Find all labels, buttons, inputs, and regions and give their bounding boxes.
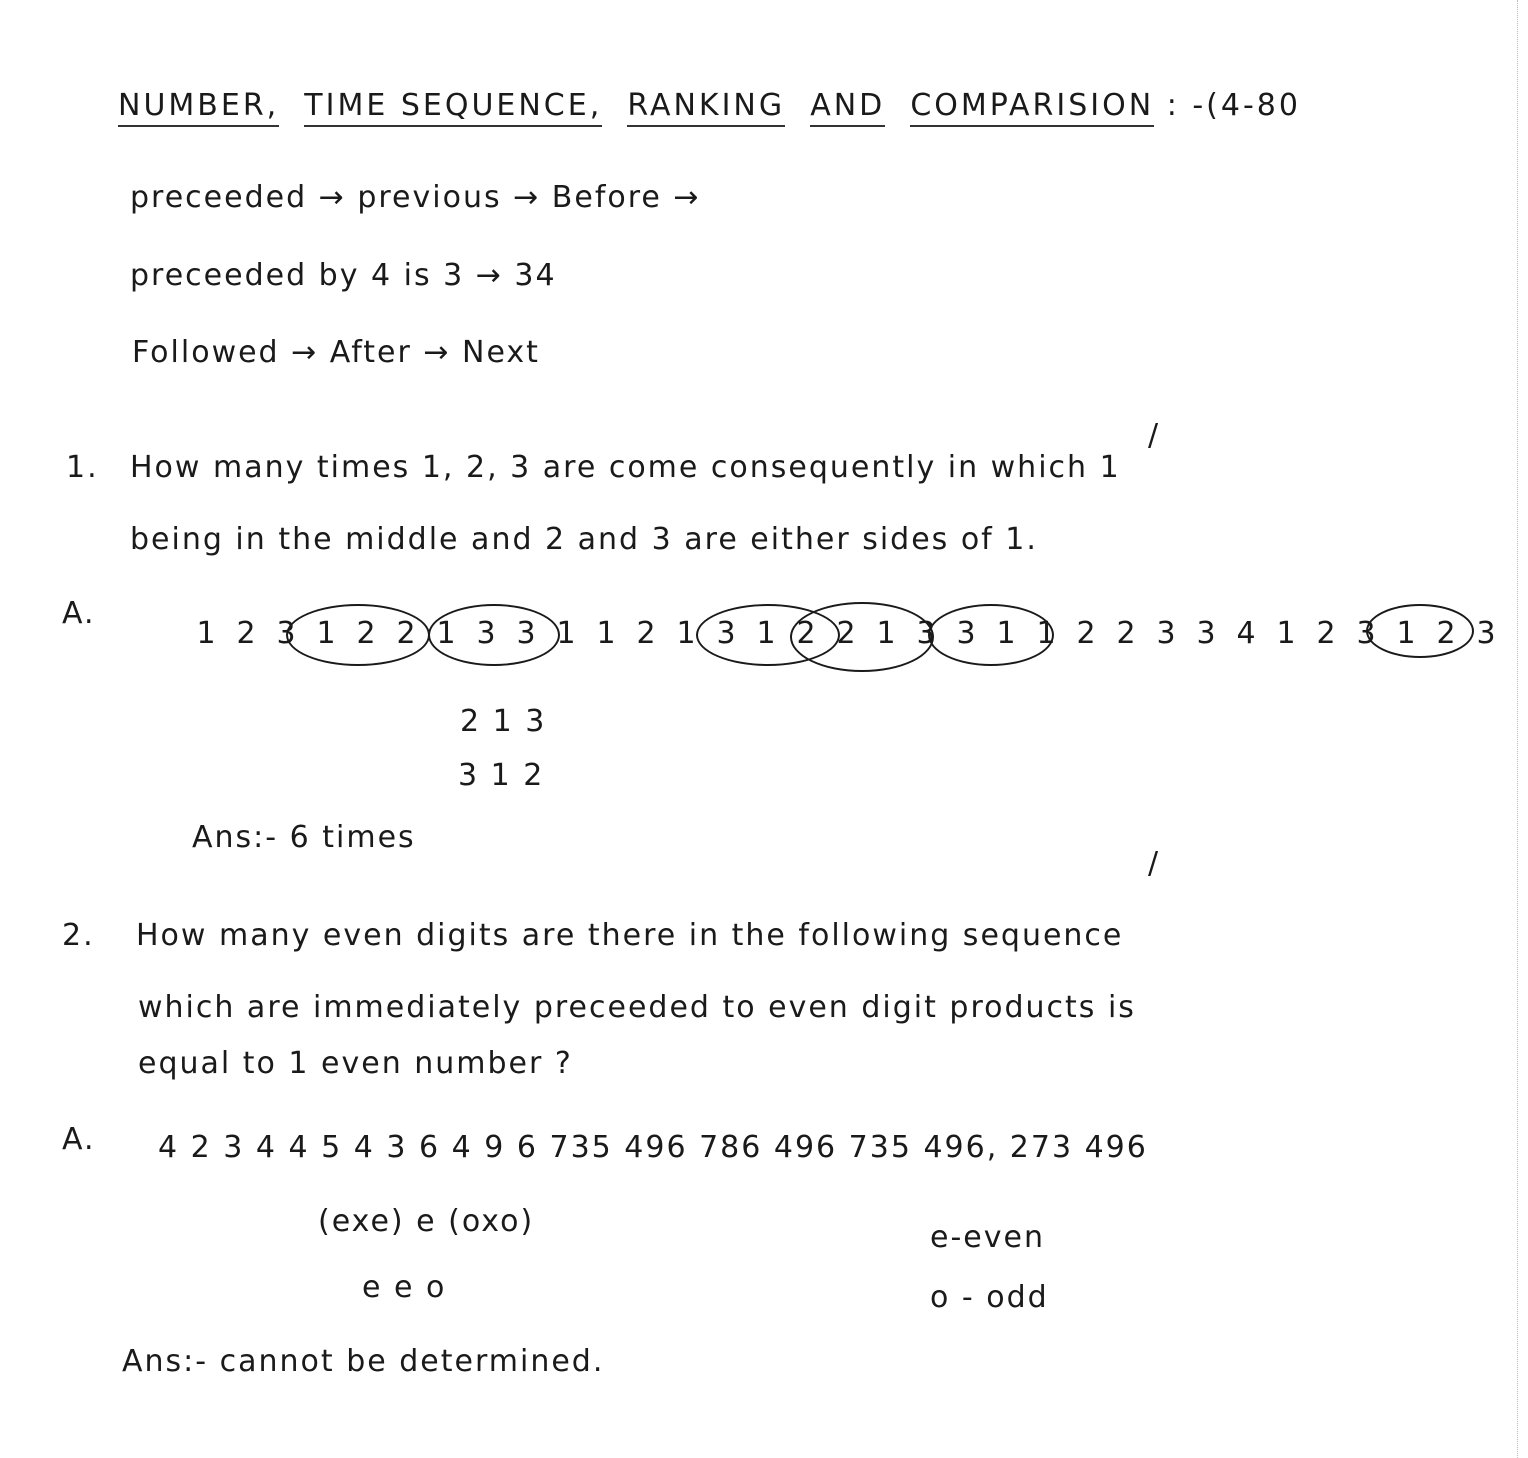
sequence-digit: 1	[996, 616, 1016, 651]
heading-word-time-sequence: TIME SEQUENCE,	[304, 88, 602, 127]
sequence-digit: 3	[1196, 616, 1216, 651]
pattern-312: 3 1 2	[458, 758, 545, 793]
note-preceeded-example: preceeded by 4 is 3 → 34	[130, 258, 557, 293]
sequence-digit: 3	[476, 616, 496, 651]
legend-odd: o - odd	[930, 1280, 1049, 1315]
sequence-digit: 2	[836, 616, 856, 651]
heading-word-comparision: COMPARISION	[910, 88, 1154, 127]
sequence-digit: 3	[516, 616, 536, 651]
answer-1-label: A.	[62, 596, 96, 631]
sequence-digit: 3	[1476, 616, 1496, 651]
sequence-digit: 3	[1156, 616, 1176, 651]
sequence-digit: 1	[436, 616, 456, 651]
sequence-digit: 1	[1036, 616, 1056, 651]
page-edge	[1517, 0, 1528, 1458]
heading-word-number: NUMBER,	[118, 88, 279, 127]
sequence-digit: 1	[316, 616, 336, 651]
circled-group	[286, 604, 430, 666]
sequence-digit: 1	[756, 616, 776, 651]
sequence-digit: 4	[1236, 616, 1256, 651]
question-2-text-line3: equal to 1 even number ?	[138, 1046, 573, 1081]
sequence-digit: 1	[1276, 616, 1296, 651]
circled-group	[428, 604, 560, 666]
sequence-digit: 3	[276, 616, 296, 651]
question-2-text-line2: which are immediately preceeded to even digit products is	[138, 990, 1136, 1025]
pattern-213: 2 1 3	[460, 704, 547, 739]
legend-even: e-even	[930, 1220, 1045, 1255]
sequence-digit: 2	[356, 616, 376, 651]
sequence-digit: 2	[236, 616, 256, 651]
sequence-digit: 1	[196, 616, 216, 651]
sequence-digit: 2	[396, 616, 416, 651]
sequence-digit: 2	[1116, 616, 1136, 651]
answer-2-sequence: 4 2 3 4 4 5 4 3 6 4 9 6 735 496 786 496 735 496, 273 496	[158, 1130, 1148, 1165]
sequence-digit: 1	[596, 616, 616, 651]
answer-2: Ans:- cannot be determined.	[122, 1344, 605, 1379]
note-preceeded: preceeded → previous → Before →	[130, 180, 701, 215]
question-1-text-line1: How many times 1, 2, 3 are come consequently in which 1	[130, 450, 1121, 485]
sequence-digit: 3	[716, 616, 736, 651]
sequence-digit: 2	[636, 616, 656, 651]
check-mark: /	[1148, 846, 1159, 881]
heading-range: : -(4-80	[1166, 88, 1301, 123]
circled-group	[1366, 604, 1474, 658]
rule-line-2: e e o	[362, 1270, 447, 1305]
sequence-digit: 2	[1076, 616, 1096, 651]
rule-line-1: (exe) e (oxo)	[318, 1204, 535, 1239]
sequence-digit: 2	[796, 616, 816, 651]
question-2-number: 2.	[62, 918, 95, 953]
sequence-digit: 2	[1436, 616, 1456, 651]
sequence-digit: 3	[1356, 616, 1376, 651]
heading-word-ranking: RANKING	[627, 88, 785, 127]
answer-2-label: A.	[62, 1122, 96, 1157]
page-heading	[118, 88, 1301, 123]
sequence-digit: 3	[956, 616, 976, 651]
sequence-digit: 2	[1316, 616, 1336, 651]
sequence-digit: 1	[676, 616, 696, 651]
heading-word-and: AND	[810, 88, 885, 127]
sequence-digit: 1	[1396, 616, 1416, 651]
circled-group	[928, 604, 1054, 666]
sequence-digit: 1	[876, 616, 896, 651]
note-followed: Followed → After → Next	[132, 335, 540, 370]
sequence-digit: 1	[556, 616, 576, 651]
question-2-text-line1: How many even digits are there in the following sequence	[136, 918, 1124, 953]
sequence-digit: 3	[916, 616, 936, 651]
circled-group	[790, 602, 934, 672]
question-1-text-line2: being in the middle and 2 and 3 are either sides of 1.	[130, 522, 1038, 557]
answer-1: Ans:- 6 times	[192, 820, 416, 855]
check-mark: /	[1148, 418, 1159, 453]
question-1-number: 1.	[66, 450, 99, 485]
